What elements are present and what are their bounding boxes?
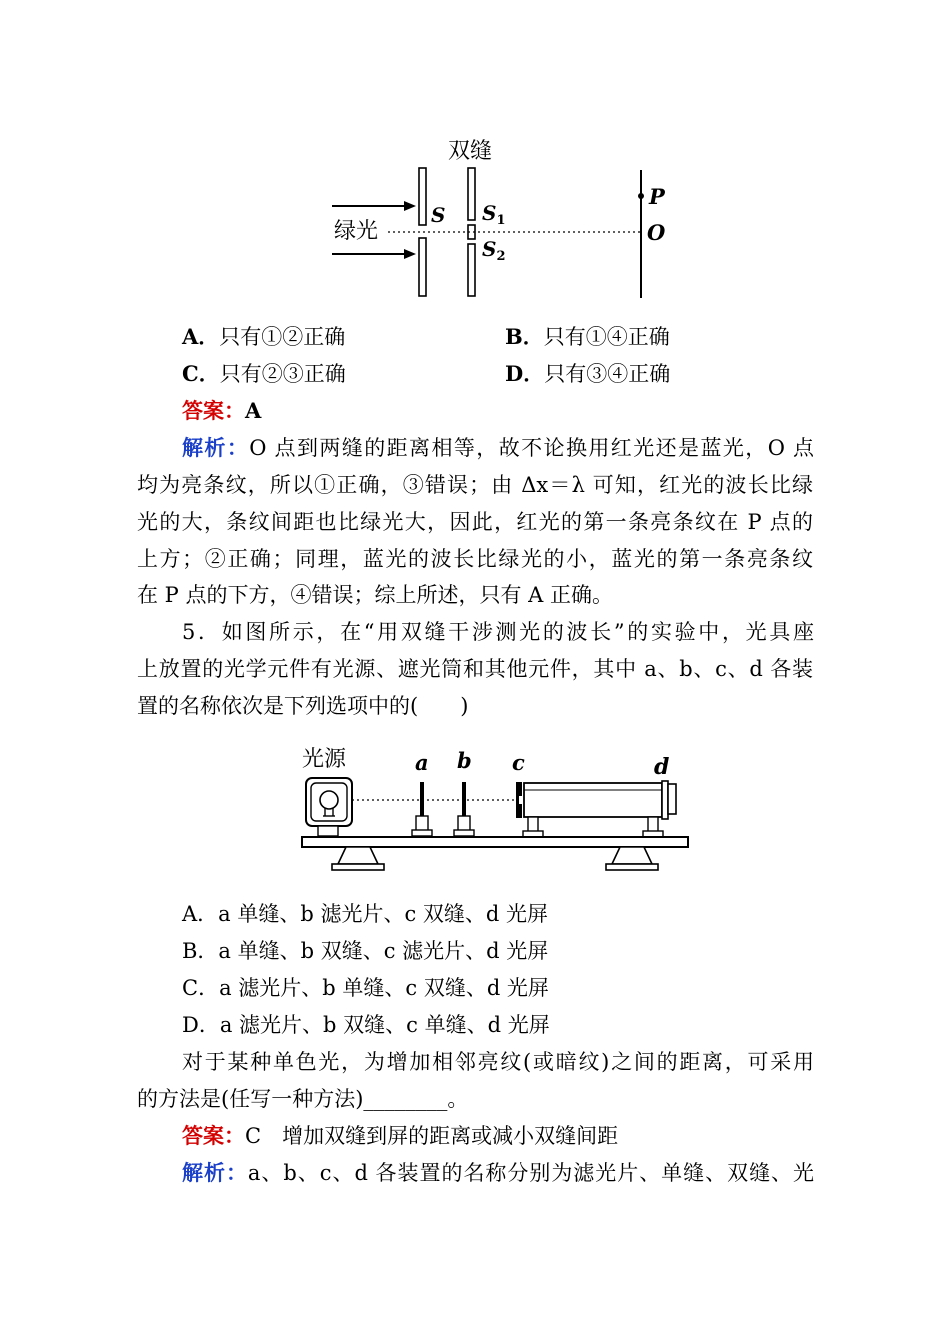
q5-stem-line-3: 置的名称依次是下列选项中的( )	[137, 694, 469, 718]
q4-analysis-line-2: 均为亮条纹，所以①正确，③错误；由 Δx＝λ 可知，红光的波长比绿	[137, 473, 813, 497]
q4-option-D: D．只有③④正确	[505, 361, 671, 386]
light-source-label: 光源	[302, 747, 347, 772]
q4-analysis-line-3: 光的大，条纹间距也比绿光大，因此，红光的第一条亮条纹在 P 点的	[137, 510, 813, 534]
label-d: d	[654, 754, 670, 780]
q5-option-D: D．a 滤光片、b 双缝、c 单缝、d 光屏	[182, 1013, 550, 1037]
label-b: b	[457, 748, 472, 773]
double-slit-upper	[468, 168, 475, 220]
label-O: O	[647, 220, 666, 245]
label-P: P	[649, 184, 665, 209]
q5-followup-line-2: 的方法是(任写一种方法)________。	[137, 1087, 469, 1111]
single-slit-upper	[419, 168, 426, 225]
q5-answer: 答案：C 增加双缝到屏的距离或减小双缝间距	[182, 1123, 619, 1148]
label-S2: $S_2$	[482, 237, 506, 264]
double-slit-diagram	[320, 130, 680, 305]
single-slit-lower	[419, 238, 426, 296]
q4-option-C: C．只有②③正确	[182, 361, 346, 386]
q4-option-B: B．只有①④正确	[505, 324, 670, 349]
q4-analysis-line-5: 在 P 点的下方，④错误；综上所述，只有 A 正确。	[137, 583, 613, 607]
q5-option-A: A．a 单缝、b 滤光片、c 双缝、d 光屏	[182, 902, 549, 926]
q4-analysis-line-1: 解析：O 点到两缝的距离相等，故不论换用红光还是蓝光，O 点	[182, 435, 815, 460]
optical-bench	[302, 837, 688, 847]
q4-analysis-line-4: 上方；②正确；同理，蓝光的波长比绿光的小，蓝光的第一条亮条纹	[137, 547, 813, 571]
q5-stem-line-1: 5．如图所示，在“用双缝干涉测光的波长”的实验中，光具座	[182, 620, 814, 644]
optical-bench-diagram	[298, 738, 692, 880]
green-light-label: 绿光	[334, 219, 379, 244]
label-a: a	[415, 750, 429, 775]
q5-stem-line-2: 上放置的光学元件有光源、遮光筒和其他元件，其中 a、b、c、d 各装	[137, 657, 813, 681]
light-shield-tube	[524, 783, 662, 817]
double-slit-title: 双缝	[448, 139, 493, 164]
q4-option-A: A．只有①②正确	[182, 324, 346, 349]
q4-answer: 答案：A	[182, 398, 262, 423]
point-P	[638, 193, 644, 199]
label-S1: $S_1$	[482, 201, 506, 228]
q5-analysis-line-1: 解析：a、b、c、d 各装置的名称分别为滤光片、单缝、双缝、光	[182, 1160, 815, 1185]
bulb-icon	[320, 791, 338, 809]
q5-option-B: B．a 单缝、b 双缝、c 滤光片、d 光屏	[182, 939, 549, 963]
element-d	[668, 784, 676, 814]
double-slit-lower	[468, 244, 475, 296]
label-S: S	[431, 203, 446, 227]
q5-followup-line-1: 对于某种单色光，为增加相邻亮纹(或暗纹)之间的距离，可采用	[182, 1050, 814, 1074]
label-c: c	[512, 750, 525, 775]
q5-option-C: C．a 滤光片、b 单缝、c 双缝、d 光屏	[182, 976, 549, 1000]
